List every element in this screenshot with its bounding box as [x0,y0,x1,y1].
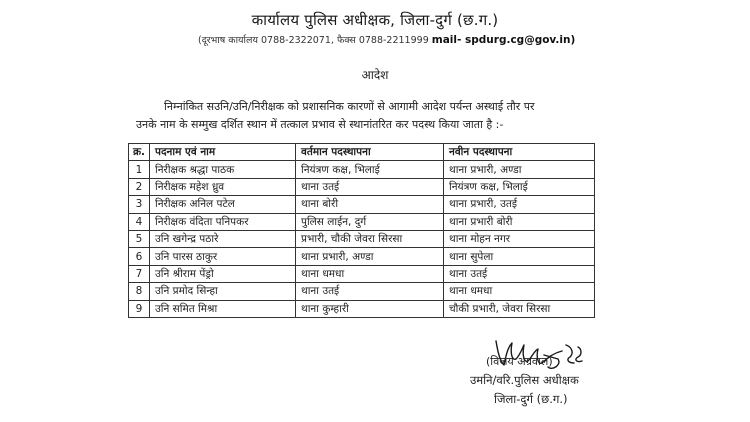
cell-serial: 1 [129,161,150,178]
cell-name: उनि पारस ठाकुर [150,248,296,265]
cell-new-posting: नियंत्रण कक्ष, भिलाई [444,178,595,195]
cell-serial: 4 [129,213,150,230]
paragraph-line-1: निम्नांकित सउनि/उनि/निरीक्षक को प्रशासनिक कारणों से आगामी आदेश पर्यन्त अस्थाई तौर पर [164,100,535,113]
cell-serial: 7 [129,265,150,282]
cell-name: निरीक्षक महेश ध्रुव [150,178,296,195]
cell-new-posting: थाना प्रभारी, उतई [444,196,595,213]
order-paragraph [136,98,606,134]
contact-line [198,33,598,46]
cell-new-posting: चौकी प्रभारी, जेवरा सिरसा [444,300,595,317]
header-new-posting: नवीन पदस्थापना [444,144,595,161]
cell-name: निरीक्षक वंदिता पनिपकर [150,213,296,230]
cell-current-posting: थाना प्रभारी, अण्डा [296,248,444,265]
cell-current-posting: थाना धमधा [296,265,444,282]
cell-current-posting: थाना उतई [296,178,444,195]
phone-fax: (दूरभाष कार्यालय 0788-2322071, फैक्स 0788-2211999 [198,35,429,46]
cell-name: उनि खगेन्द्र पठारे [150,230,296,247]
table-row [129,265,595,282]
header-serial: क्र. [129,144,150,161]
cell-name: निरीक्षक श्रद्धा पाठक [150,161,296,178]
order-heading: आदेश [361,68,389,82]
header-current-posting: वर्तमान पदस्थापना [296,144,444,161]
cell-serial: 9 [129,300,150,317]
cell-name: उनि प्रमोद सिन्हा [150,283,296,300]
table-row [129,196,595,213]
office-title: कार्यालय पुलिस अधीक्षक, जिला-दुर्ग (छ.ग.) [251,11,499,29]
cell-current-posting: पुलिस लाईन, दुर्ग [296,213,444,230]
signatory-designation: उमनि/वरि.पुलिस अधीक्षक [470,373,579,387]
table-row [129,300,595,317]
table-row [129,178,595,195]
paragraph-line-2: उनके नाम के सम्मुख दर्शित स्थान में तत्काल प्रभाव से स्थानांतरित कर पदस्थ किया जाता है :- [136,118,504,131]
cell-current-posting: थाना बोरी [296,196,444,213]
cell-current-posting: थाना उतई [296,283,444,300]
cell-serial: 5 [129,230,150,247]
signatory-name: (विजय अग्रवाल) [486,355,553,368]
transfer-table [128,143,595,318]
signatory-district: जिला-दुर्ग (छ.ग.) [494,392,568,406]
email-address: mail- spdurg.cg@gov.in) [431,34,576,46]
cell-serial: 8 [129,283,150,300]
cell-current-posting: नियंत्रण कक्ष, भिलाई [296,161,444,178]
cell-new-posting: थाना उतई [444,265,595,282]
cell-new-posting: थाना प्रभारी बोरी [444,213,595,230]
table-row [129,161,595,178]
cell-serial: 2 [129,178,150,195]
cell-current-posting: थाना कुम्हारी [296,300,444,317]
cell-name: निरीक्षक अनिल पटेल [150,196,296,213]
table-row [129,213,595,230]
table-header-row [129,144,595,161]
cell-new-posting: थाना प्रभारी, अण्डा [444,161,595,178]
cell-name: उनि श्रीराम पेंड्रो [150,265,296,282]
table-row [129,230,595,247]
cell-new-posting: थाना सुपेला [444,248,595,265]
header-name: पदनाम एवं नाम [150,144,296,161]
cell-current-posting: प्रभारी, चौकी जेवरा सिरसा [296,230,444,247]
table-row [129,248,595,265]
cell-new-posting: थाना मोहन नगर [444,230,595,247]
cell-name: उनि समित मिश्रा [150,300,296,317]
cell-serial: 6 [129,248,150,265]
table-row [129,283,595,300]
cell-serial: 3 [129,196,150,213]
cell-new-posting: थाना धमधा [444,283,595,300]
